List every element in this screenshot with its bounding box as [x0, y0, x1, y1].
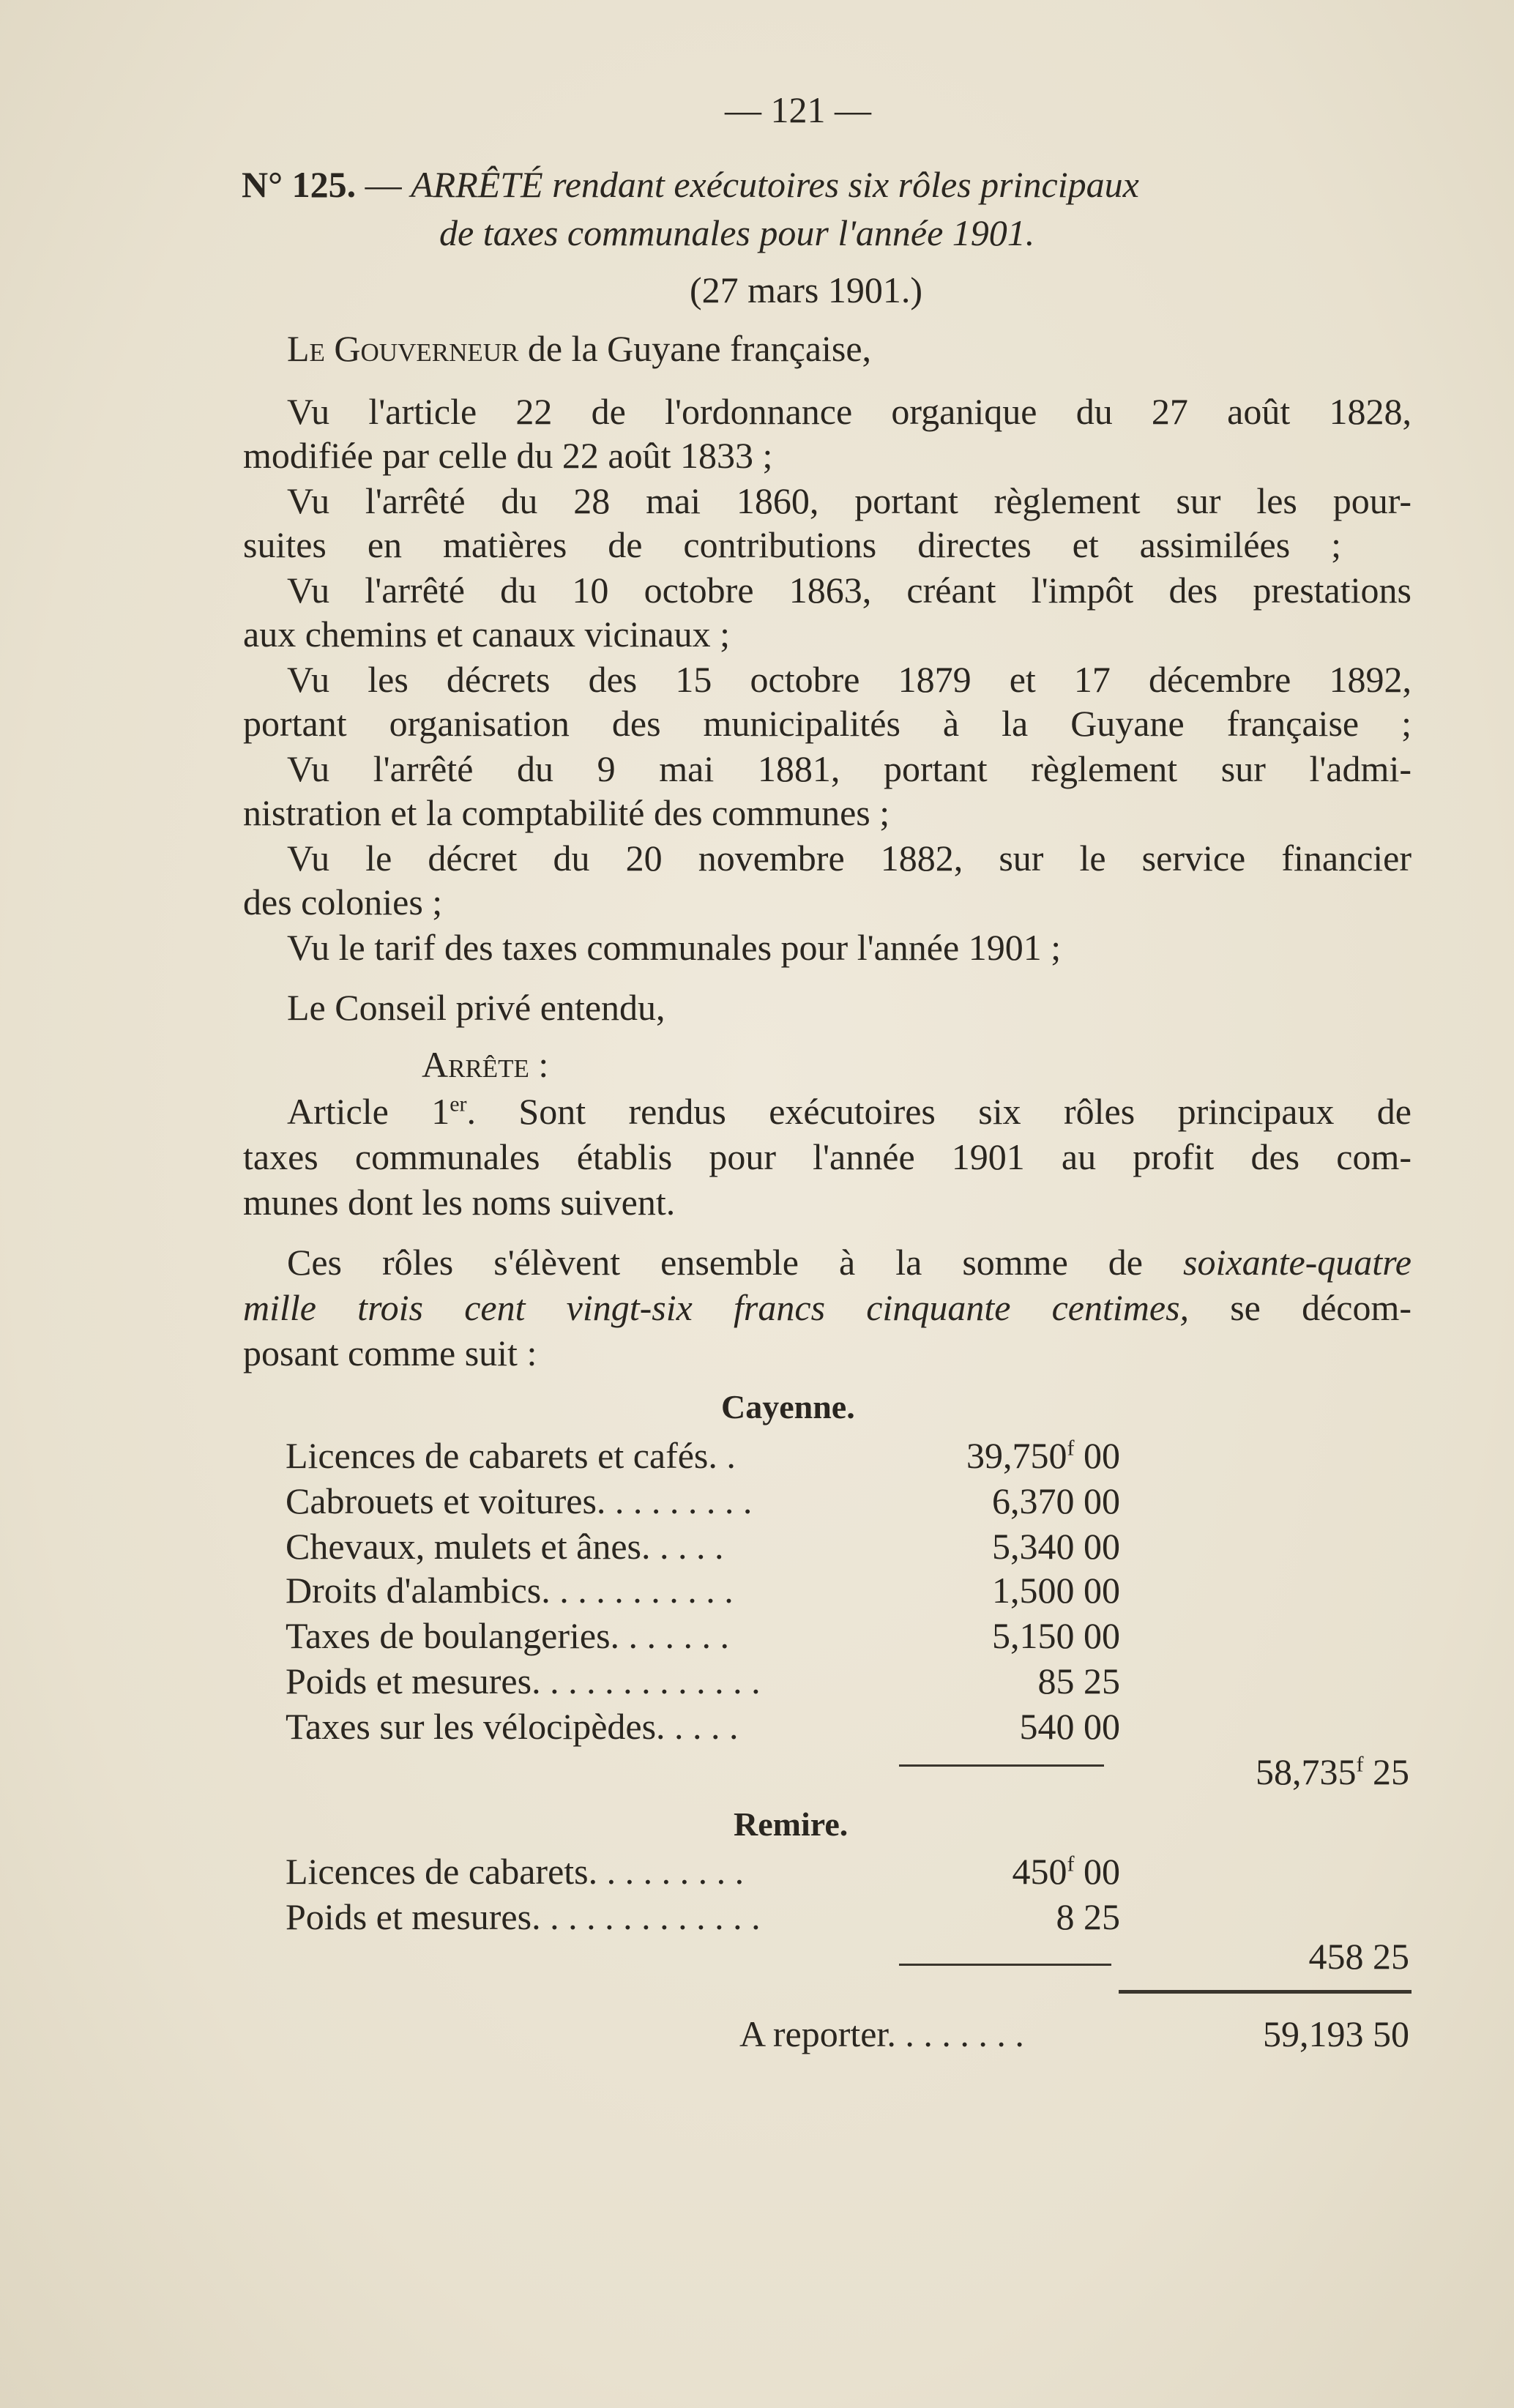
- table-row-amount: 85 25: [1037, 1660, 1120, 1701]
- body-line: portant organisation des municipalités à la Guyane française ;: [243, 703, 1412, 744]
- body-line: suites en matières de contributions directes et assimilées ;: [243, 524, 1341, 565]
- decree-date: (27 mars 1901.): [690, 269, 922, 310]
- table-row-label: Licences de cabarets. . . . . . . . .: [286, 1851, 745, 1892]
- sum-text: se décom-: [1189, 1287, 1412, 1328]
- heading-dash: —: [365, 164, 402, 205]
- table-row-amount: 39,750$^f$ 00: [966, 1435, 1120, 1476]
- article-label: Article 1: [287, 1091, 450, 1132]
- body-line: Vu le tarif des taxes communales pour l'année 1901 ;: [287, 927, 1062, 968]
- table-row-label: Licences de cabarets et cafés. .: [286, 1435, 736, 1476]
- table-row-amount: 6,370 00: [992, 1480, 1120, 1521]
- sum-amount-words: mille trois cent vingt-six francs cinquante centimes,: [243, 1287, 1190, 1328]
- cayenne-total: 58,735$^f$ 25: [1256, 1751, 1409, 1792]
- table-row-amount: 540 00: [1019, 1706, 1120, 1747]
- article-line3: munes dont les noms suivent.: [243, 1182, 676, 1223]
- body-line: Vu l'article 22 de l'ordonnance organique du 27 août 1828,: [287, 391, 1412, 432]
- section-title-remire: Remire.: [734, 1805, 849, 1843]
- table-row-label: Taxes de boulangeries. . . . . . .: [286, 1615, 730, 1656]
- sum-line1: [287, 1240, 1412, 1284]
- table-row-label: Chevaux, mulets et ânes. . . . .: [286, 1526, 724, 1567]
- table-row-amount: 1,500 00: [992, 1570, 1120, 1611]
- article-line2: taxes communales établis pour l'année 1901 au profit des com-: [243, 1136, 1412, 1177]
- sum-text: Ces rôles s'élèvent ensemble à la somme de: [287, 1242, 1184, 1283]
- table-row-amount: 450$^f$ 00: [1012, 1851, 1120, 1892]
- body-line: Vu l'arrêté du 10 octobre 1863, créant l'impôt des prestations: [287, 570, 1412, 611]
- decree-number: N° 125.: [242, 164, 357, 205]
- table-row-label: Poids et mesures. . . . . . . . . . . . .: [286, 1896, 761, 1937]
- table-row-label: Cabrouets et voitures. . . . . . . . .: [286, 1480, 753, 1521]
- body-line: nistration et la comptabilité des communes ;: [243, 792, 890, 833]
- sum-amount-words: soixante-quatre: [1183, 1242, 1412, 1283]
- body-line: Vu l'arrêté du 9 mai 1881, portant règlement sur l'admi-: [287, 748, 1412, 789]
- body-line: Vu l'arrêté du 28 mai 1860, portant règlement sur les pour-: [287, 480, 1412, 521]
- cayenne-subtotal-rule: [899, 1764, 1104, 1767]
- remire-total: 458 25: [1308, 1936, 1409, 1977]
- arrete-heading: Arrête :: [422, 1044, 549, 1085]
- decree-title-line2: de taxes communales pour l'année 1901.: [439, 212, 1035, 253]
- article-line1: [287, 1089, 1412, 1133]
- governor-line: [287, 327, 871, 370]
- body-line: Vu les décrets des 15 octobre 1879 et 17 décembre 1892,: [287, 659, 1412, 700]
- body-line: aux chemins et canaux vicinaux ;: [243, 614, 731, 655]
- carry-forward-amount: 59,193 50: [1263, 2013, 1409, 2054]
- governor-title: Le Gouverneur: [287, 328, 519, 369]
- grand-total-rule: [1119, 1990, 1412, 1994]
- section-title-cayenne: Cayenne.: [721, 1388, 855, 1425]
- body-line: modifiée par celle du 22 août 1833 ;: [243, 435, 773, 476]
- remire-subtotal-rule: [899, 1964, 1111, 1966]
- page-number: — 121 —: [725, 89, 871, 130]
- table-row-label: Poids et mesures. . . . . . . . . . . . .: [286, 1660, 761, 1701]
- body-line: des colonies ;: [243, 881, 443, 922]
- table-row-amount: 5,150 00: [992, 1615, 1120, 1656]
- table-row-label: Taxes sur les vélocipèdes. . . . .: [286, 1706, 739, 1747]
- table-row-amount: 8 25: [1056, 1896, 1120, 1937]
- governor-rest: de la Guyane française,: [527, 328, 872, 369]
- article-text: . Sont rendus exécutoires six rôles principaux de: [466, 1091, 1412, 1132]
- body-line: Le Conseil privé entendu,: [287, 987, 665, 1028]
- decree-heading-line1: [242, 163, 1412, 206]
- carry-forward-label: A reporter. . . . . . . .: [739, 2013, 1024, 2054]
- body-line: Vu le décret du 20 novembre 1882, sur le service financier: [287, 838, 1412, 879]
- article-sup: er: [450, 1092, 467, 1117]
- table-row-amount: 5,340 00: [992, 1526, 1120, 1567]
- sum-line3: posant comme suit :: [243, 1332, 537, 1373]
- table-row-label: Droits d'alambics. . . . . . . . . . .: [286, 1570, 734, 1611]
- decree-title-line1: ARRÊTÉ rendant exécutoires six rôles principaux: [411, 164, 1139, 205]
- sum-line2: [243, 1286, 1412, 1330]
